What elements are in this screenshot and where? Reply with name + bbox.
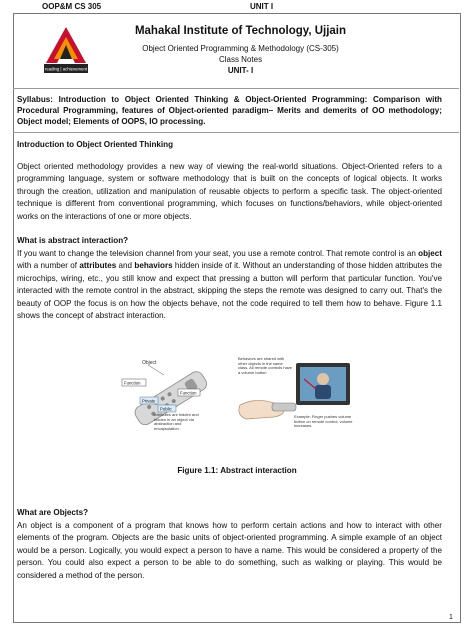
- abstract-interaction-figure: [118, 355, 358, 441]
- objects-paragraph: An object is a component of a program that knows how to perform certain actions and how to interact with other elements of the program. Objects are the basic units of object-oriented programming. A simple example of an object would be a person. Logically, you would expect a person to have a name. This would be considered a property of the person. You could also expect a person to be able to do something, such as walking or playing. This would be considered a method of the person.: [17, 521, 442, 580]
- label-private: Private: [142, 398, 156, 404]
- course-title: Object Oriented Programming & Methodology (CS-305): [142, 44, 339, 53]
- divider-rule: [13, 132, 459, 133]
- logo-caption: reading | achievement: [44, 66, 88, 72]
- syllabus-text: Syllabus: Introduction to Object Oriented Thinking & Object-Oriented Programming: Comparison with Procedural Programming, features of Object-oriented paradigm– Merits and demerits of OO methodology; Object model; Elements of OOPS, IO processing.: [17, 95, 442, 127]
- section-heading-intro: Introduction to Object Oriented Thinking: [17, 140, 174, 149]
- unit-label: UNIT- I: [227, 66, 254, 75]
- divider-rule: [13, 88, 459, 89]
- label-public: Public: [160, 406, 172, 412]
- header-course: OOP&M CS 305: [42, 2, 102, 11]
- figure-caption: Figure 1.1: Abstract interaction: [177, 466, 297, 475]
- term-attributes: attributes: [79, 261, 117, 271]
- behaviors-note: Behaviors are shared with other objects in the same class. All remote controls have a volume button: [238, 357, 293, 375]
- section-heading-objects: What are Objects?: [17, 508, 89, 517]
- header-unit: UNIT I: [250, 2, 274, 11]
- intro-paragraph: Object oriented methodology provides a new way of viewing the real-world situations. Object-Oriented refers to a programming language, system or software methodology that is built on the concepts of logical objects. It works through the creation, utilization and manipulation of reusable objects to perform a specific task. The object-oriented technique is different from conventional programming, which focuses on functions/behaviors, while object-oriented works on the interactions of one or more objects.: [17, 162, 442, 221]
- section-heading-abstract: What is abstract interaction?: [17, 236, 129, 245]
- term-behaviors: behaviors: [134, 261, 173, 271]
- notes-label: Class Notes: [218, 55, 263, 64]
- page-number: 1: [449, 614, 453, 621]
- attributes-note: Attributes are hidden and hidden in an object via abstraction and encapsulation.: [154, 413, 199, 431]
- label-function-right: Function: [180, 390, 197, 396]
- page-header: [0, 0, 474, 12]
- example-note: Example: Finger pushes volume button on remote control, volume increases.: [294, 415, 353, 429]
- institute-name: Mahakal Institute of Technology, Ujjain: [134, 25, 347, 37]
- title-block: [40, 23, 441, 87]
- label-function: Function: [124, 380, 141, 386]
- label-object: Object: [142, 360, 157, 366]
- abstract-paragraph: If you want to change the television channel from your seat, you use a remote control. That remote control is an object with a number of attributes and behaviors hidden inside of it. Without an understanding of those hidden attributes the microchips, wiring, etc., you still know and expect that pressing a button will perform that particular function. You've interacted with the remote control in the abstract, skipping the steps the remote was designed to carry out. That's the beauty of OOP the focus is on how the objects behave, not the code required to tell them how to behave. Figure 1.1 shows the concept of abstract interaction.: [17, 249, 442, 321]
- term-object: object: [418, 249, 442, 258]
